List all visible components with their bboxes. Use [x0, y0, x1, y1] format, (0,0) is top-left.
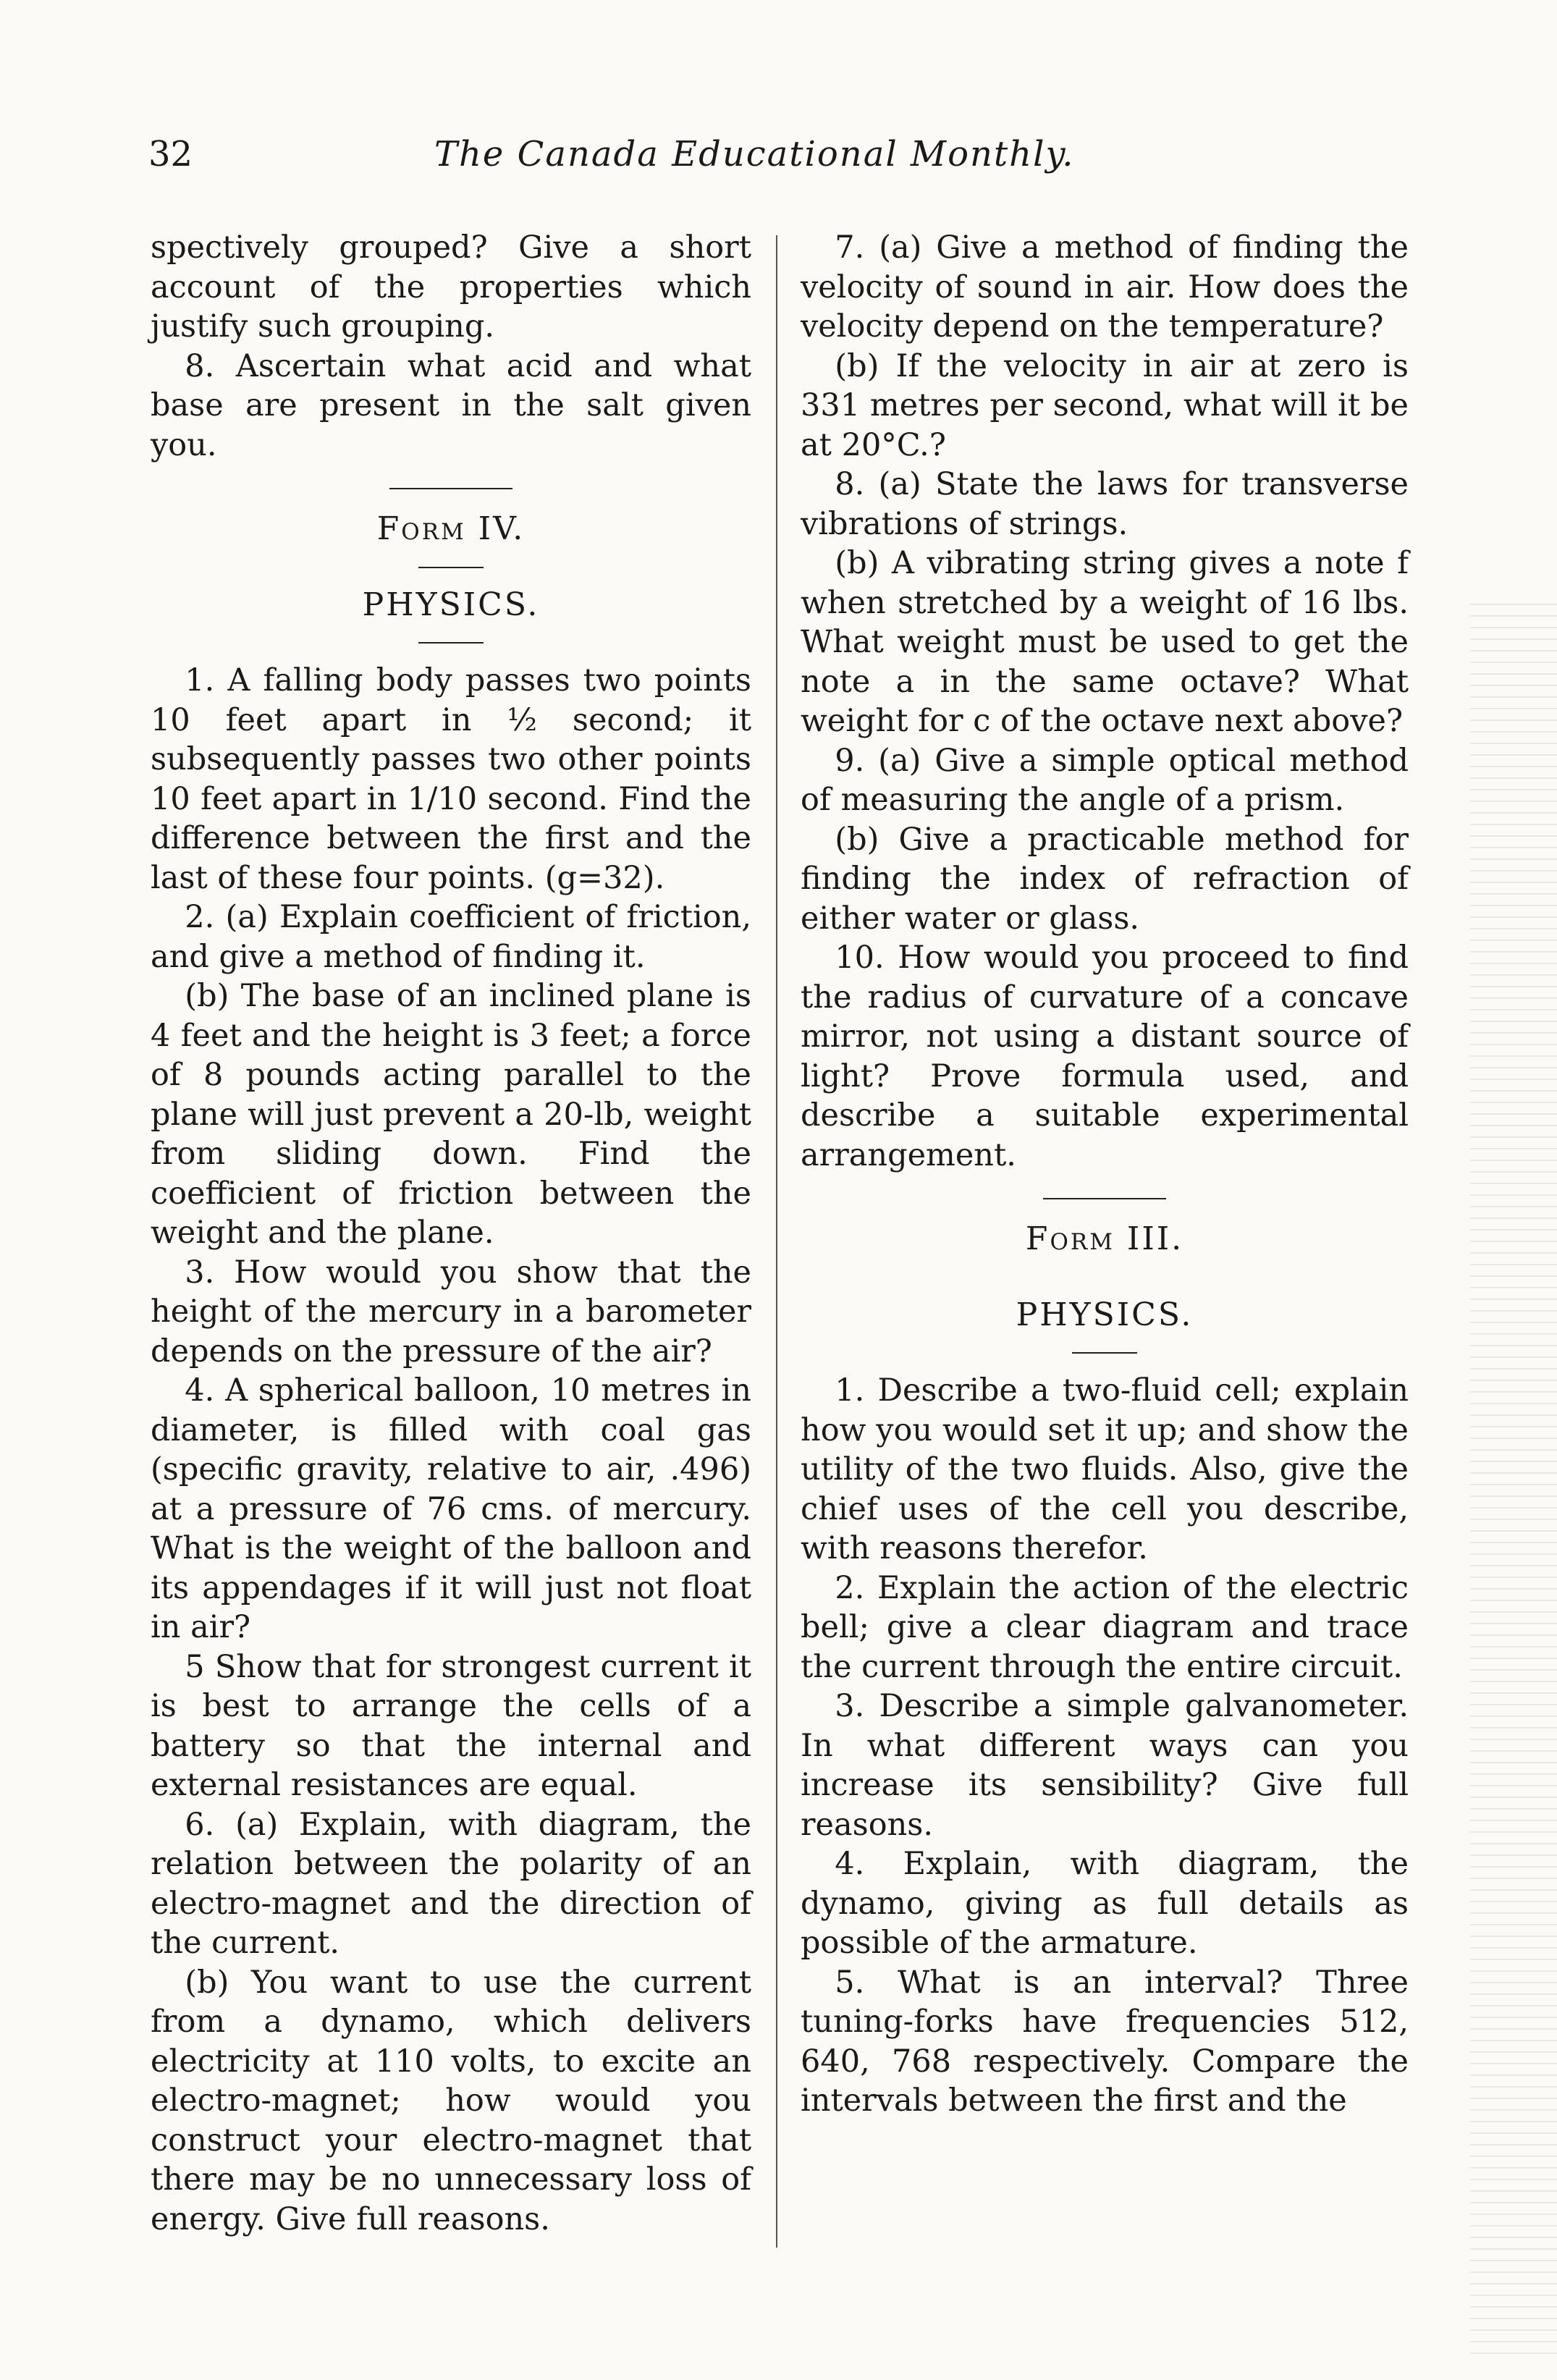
- right-column: [801, 228, 1409, 2121]
- left-column: [151, 228, 751, 2239]
- page-number: 32: [148, 134, 193, 174]
- divider: [1072, 1352, 1137, 1354]
- section-heading: PHYSICS.: [362, 586, 540, 623]
- section-heading: PHYSICS.: [1016, 1296, 1194, 1333]
- form-heading: Form IV.: [376, 510, 526, 547]
- question: 4. Explain, with diagram, the dynamo, giving as full details as possible of the armature.: [801, 1846, 1409, 1961]
- question: 2. Explain the action of the electric bell; give a clear diagram and trace the current through the entire circuit.: [801, 1569, 1409, 1685]
- page-header: [0, 134, 1557, 192]
- question: (b) The base of an inclined plane is 4 feet and the height is 3 feet; a force of 8 pounds acting parallel to the plane will just prevent a 20-lb, weight from sliding down. Find the coefficient of friction between the weight and the plane.: [151, 978, 751, 1251]
- question: 2. (a) Explain coefficient of friction, and give a method of finding it.: [151, 899, 751, 975]
- question: 1. A falling body passes two points 10 feet apart in ½ second; it subsequently passes two other points 10 feet apart in 1/10 second. Find the difference between the first and the last of these four points. (g=32).: [151, 662, 751, 896]
- divider: [418, 567, 484, 568]
- divider: [389, 488, 512, 489]
- question: 3. Describe a simple galvanometer. In what different ways can you increase its sensibility? Give full reasons.: [801, 1688, 1409, 1843]
- scan-edge-artifact: [1470, 594, 1557, 2360]
- question: 7. (a) Give a method of finding the velocity of sound in air. How does the velocity depend on the temperature?: [801, 229, 1409, 345]
- question: 8. Ascertain what acid and what base are present in the salt given you.: [151, 347, 751, 463]
- question: (b) If the velocity in air at zero is 331 metres per second, what will it be at 20°C.?: [801, 347, 1409, 463]
- question: 6. (a) Explain, with diagram, the relation between the polarity of an electro-magnet and the direction of the current.: [151, 1806, 751, 1961]
- question: 5 Show that for strongest current it is best to arrange the cells of a battery so that the internal and external resistances are equal.: [151, 1648, 751, 1803]
- divider: [1043, 1198, 1166, 1199]
- question: 10. How would you proceed to find the radius of curvature of a concave mirror, not using a distant source of light? Prove formula used, and describe a suitable experimental arrangement.: [801, 940, 1409, 1173]
- divider: [418, 642, 484, 643]
- question: 1. Describe a two-fluid cell; explain how you would set it up; and show the utility of the two fluids. Also, give the chief uses of the cell you describe, with reasons therefor.: [801, 1372, 1409, 1566]
- column-divider: [776, 235, 777, 2248]
- form-heading: Form III.: [1025, 1220, 1184, 1257]
- paragraph: spectively grouped? Give a short account of the properties which justify such grouping.: [151, 229, 751, 345]
- question: (b) Give a practicable method for finding the index of refraction of either water or glass.: [801, 821, 1409, 937]
- question: (b) You want to use the current from a dynamo, which delivers electricity at 110 volts, to excite an electro-magnet; how would you construct your electro-magnet that there may be no unnecessary loss of energy. Give full reasons.: [151, 1964, 751, 2237]
- running-title: The Canada Educational Monthly.: [434, 134, 1075, 174]
- question: 3. How would you show that the height of the mercury in a barometer depends on the pressure of the air?: [151, 1254, 751, 1370]
- question: 8. (a) State the laws for transverse vibrations of strings.: [801, 466, 1409, 542]
- question: 9. (a) Give a simple optical method of measuring the angle of a prism.: [801, 742, 1409, 818]
- question: 5. What is an interval? Three tuning-forks have frequencies 512, 640, 768 respectively. Compare the intervals between the first and the: [801, 1964, 1409, 2119]
- question: 4. A spherical balloon, 10 metres in diameter, is filled with coal gas (specific gravity, relative to air, .496) at a pressure of 76 cms. of mercury. What is the weight of the balloon and its appendages if it will just not float in air?: [151, 1372, 751, 1645]
- divider: [1072, 1277, 1137, 1278]
- question: (b) A vibrating string gives a note f when stretched by a weight of 16 lbs. What weight must be used to get the note a in the same octave? What weight for c of the octave next above?: [801, 545, 1409, 739]
